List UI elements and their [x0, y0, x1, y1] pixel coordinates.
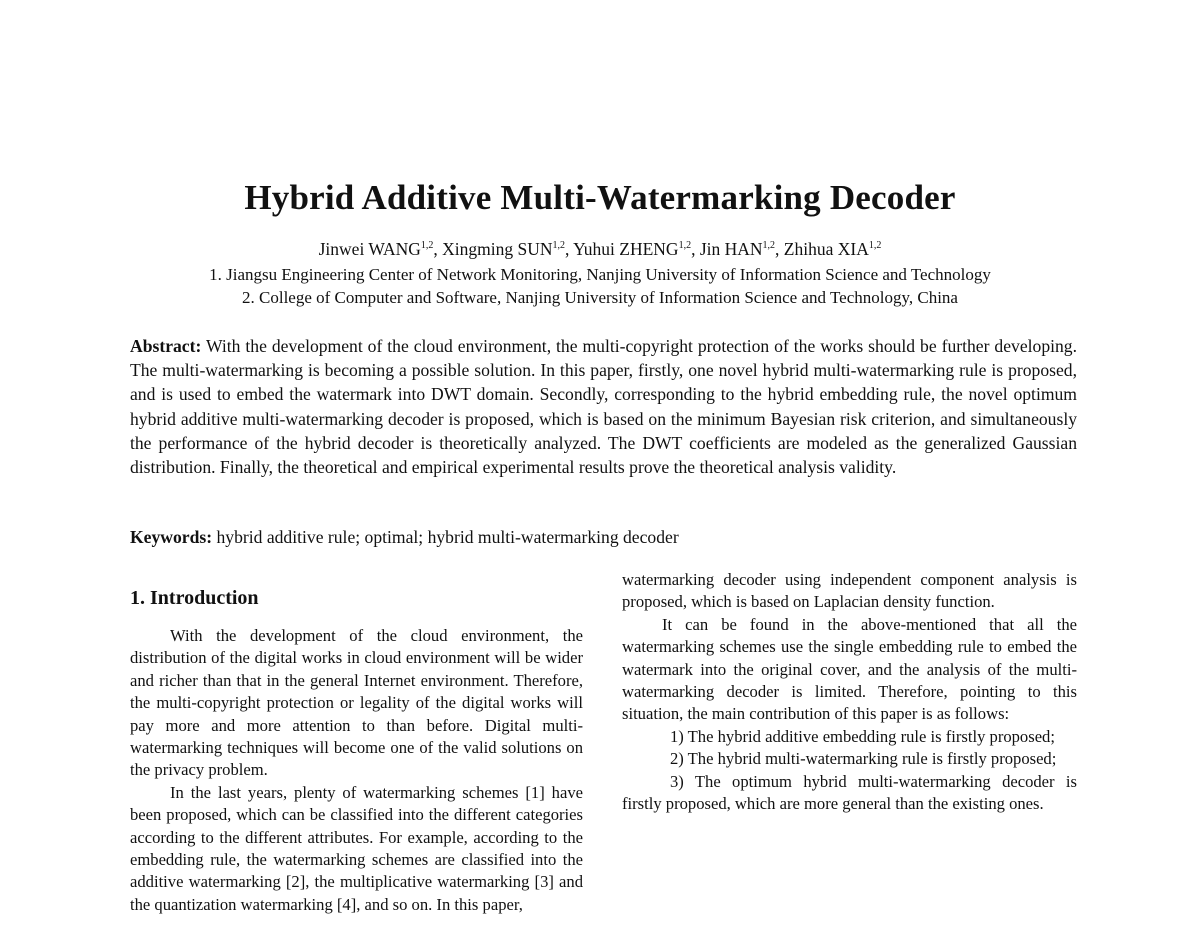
paragraph: In the last years, plenty of watermarking schemes [1] have been proposed, which can be classified into the different categories according to the different attributes. For example, according to the embedding rule, the watermarking schemes are classified into the additive watermarking [2], the multiplicative watermarking [3] and the quantization watermarking [4], and so on. In this paper, — [130, 782, 583, 914]
section-heading: 1. Introduction — [130, 587, 259, 609]
keywords-label: Keywords: — [130, 527, 213, 547]
contribution-item: 2) The hybrid multi-watermarking rule is firstly proposed; — [670, 749, 1057, 769]
right-column — [622, 569, 1077, 815]
author-list — [0, 239, 1200, 260]
paragraph: It can be found in the above-mentioned that all the watermarking schemes use the single embedding rule to embed the watermark into the original cover, and the analysis of the multi-watermarking decoder is limited. Therefore, pointing to this situation, the main contribution of this paper is as follows: — [622, 614, 1077, 724]
author: Xingming SUN$^{1,2}$, — [442, 239, 574, 259]
contribution-item: 3) The optimum hybrid multi-watermarking decoder is firstly proposed, which are more general than the existing ones. — [622, 771, 1077, 814]
abstract — [130, 334, 1077, 479]
paragraph: With the development of the cloud environment, the distribution of the digital works in cloud environment will be wider and richer than that in the general Internet environment. Therefore, the multi-copyright protection or legality of the digital works will pay more and more attention to than before. Digital multi-watermarking techniques will become one of the valid solutions on the privacy problem. — [130, 626, 583, 780]
affiliation: 2. College of Computer and Software, Nanjing University of Information Science and Technology, China — [242, 288, 958, 307]
abstract-text: With the development of the cloud environment, the multi-copyright protection of the works should be further developing. The multi-watermarking is becoming a possible solution. In this paper, firstly, one novel hybrid multi-watermarking rule is proposed, and is used to embed the watermark into DWT domain. Secondly, corresponding to the hybrid embedding rule, the novel optimum hybrid additive multi-watermarking decoder is proposed, which is based on the minimum Bayesian risk criterion, and simultaneously the performance of the hybrid decoder is theoretically analyzed. The DWT coefficients are modeled as the generalized Gaussian distribution. Finally, the theoretical and empirical experimental results prove the theoretical analysis validity. — [130, 336, 1077, 478]
author: Jinwei WANG$^{1,2}$, — [318, 239, 443, 259]
affiliation: 1. Jiangsu Engineering Center of Network Monitoring, Nanjing University of Information Science and Technology — [209, 265, 991, 284]
paragraph: watermarking decoder using independent component analysis is proposed, which is based on Laplacian density function. — [622, 570, 1077, 612]
keywords-text: hybrid additive rule; optimal; hybrid multi-watermarking decoder — [212, 527, 679, 547]
author: Zhihua XIA$^{1,2}$ — [783, 239, 882, 259]
keywords — [130, 527, 1077, 548]
author: Yuhui ZHENG$^{1,2}$, — [573, 239, 700, 259]
abstract-label: Abstract: — [130, 336, 202, 356]
left-column — [130, 585, 583, 916]
paper-title: Hybrid Additive Multi-Watermarking Decoder — [244, 178, 956, 217]
author: Jin HAN$^{1,2}$, — [699, 239, 784, 259]
contribution-item: 1) The hybrid additive embedding rule is firstly proposed; — [670, 726, 1055, 746]
